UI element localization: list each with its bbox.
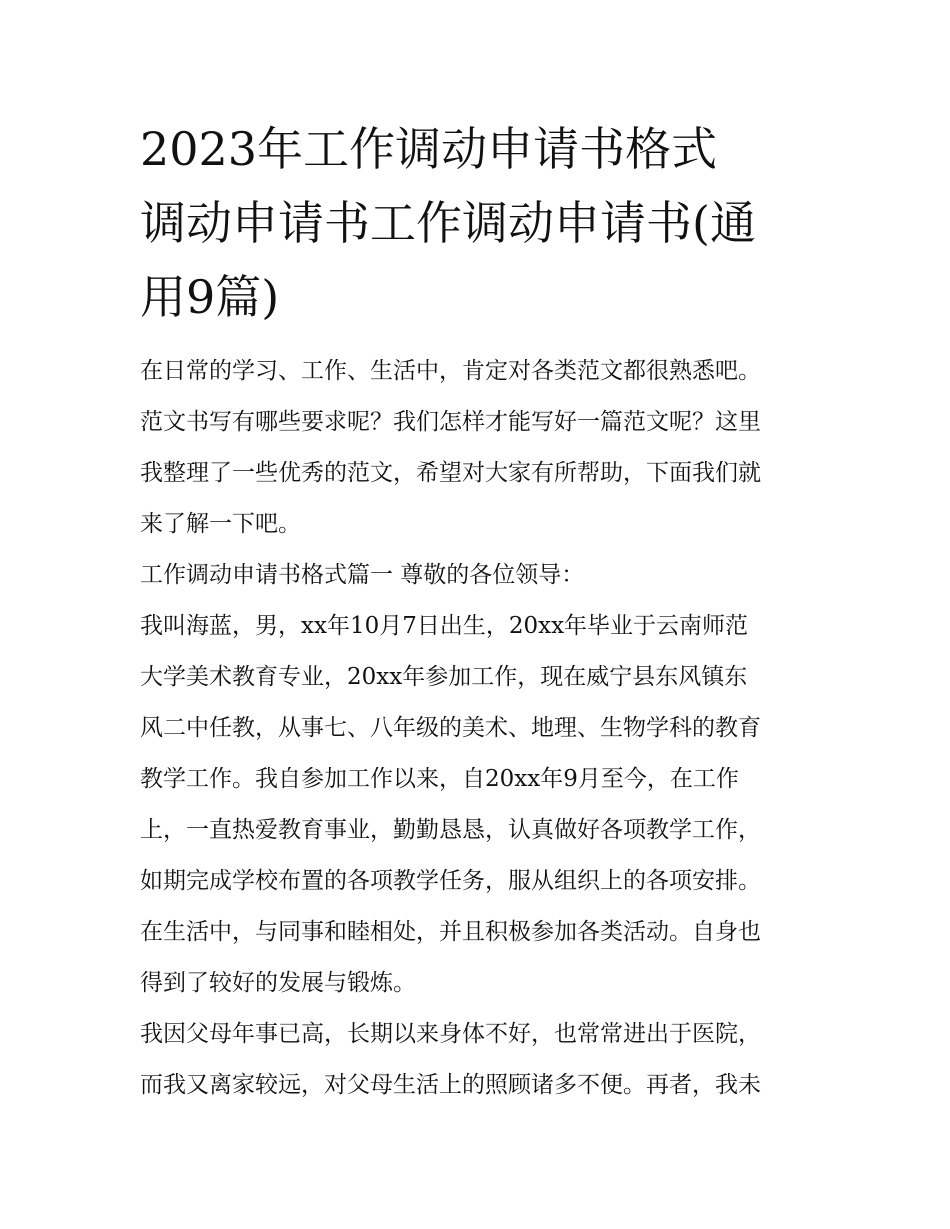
paragraph-line: 在日常的学习、工作、生活中，肯定对各类范文都很熟悉吧。 [140,358,761,384]
reason-paragraph [140,1009,815,1111]
paragraph-line: 我叫海蓝，男，xx年10月7日出生，20xx年毕业于云南师范 [140,613,749,639]
paragraph-line: 得到了较好的发展与锻炼。 [140,970,416,996]
document-page [140,112,815,1111]
paragraph-line: 教学工作。我自参加工作以来，自20xx年9月至今，在工作 [140,766,739,792]
title-line-1: 2023年工作调动申请书格式 [140,122,718,176]
intro-paragraph [140,346,815,550]
document-title [140,112,815,334]
paragraph-line: 范文书写有哪些要求呢？我们怎样才能写好一篇范文呢？这里 [140,409,761,435]
title-line-3: 用9篇) [140,270,280,324]
self-introduction-paragraph [140,601,815,1009]
paragraph-line: 来了解一下吧。 [140,511,301,537]
paragraph-line: 如期完成学校布置的各项教学任务，服从组织上的各项安排。 [140,868,761,894]
paragraph-line: 大学美术教育专业，20xx年参加工作，现在威宁县东风镇东 [140,664,748,690]
paragraph-line: 上，一直热爱教育事业，勤勤恳恳，认真做好各项教学工作， [140,817,761,843]
paragraph-line: 我整理了一些优秀的范文，希望对大家有所帮助，下面我们就 [140,460,761,486]
document-body [140,346,815,1111]
section-heading-paragraph [140,550,815,601]
paragraph-line: 而我又离家较远，对父母生活上的照顾诸多不便。再者，我未 [140,1072,761,1098]
title-line-2: 调动申请书工作调动申请书(通 [140,196,756,250]
paragraph-line: 工作调动申请书格式篇一 尊敬的各位领导： [140,562,585,588]
paragraph-line: 在生活中，与同事和睦相处，并且积极参加各类活动。自身也 [140,919,761,945]
paragraph-line: 风二中任教，从事七、八年级的美术、地理、生物学科的教育 [140,715,761,741]
paragraph-line: 我因父母年事已高，长期以来身体不好，也常常进出于医院， [140,1021,761,1047]
